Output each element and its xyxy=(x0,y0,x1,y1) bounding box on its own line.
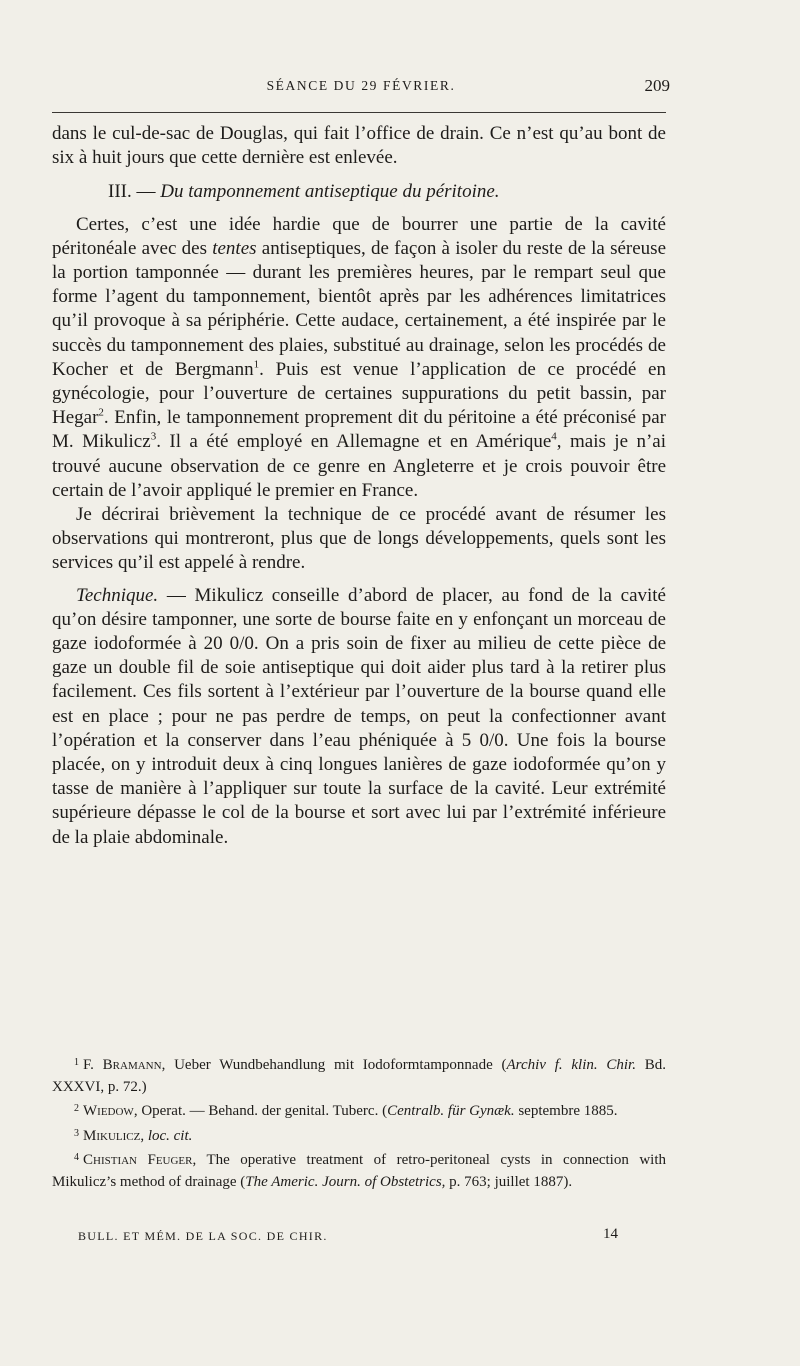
footnote-ref: 3 xyxy=(150,431,157,444)
footnote-mark: 1 xyxy=(74,1057,79,1068)
footnote-text: Bd. XXXVI, p. 72.) xyxy=(52,1057,667,1095)
footnote xyxy=(52,1098,666,1123)
technique-label: Technique. xyxy=(76,584,159,606)
footnote-author: Mikulicz xyxy=(83,1127,141,1144)
paragraph-technique xyxy=(52,584,666,850)
running-title: SÉANCE DU 29 FÉVRIER. xyxy=(266,78,456,93)
section-number: III. — xyxy=(108,181,156,203)
footnote-title: loc. cit. xyxy=(147,1127,193,1144)
footnote-text: p. 763; juillet 1887). xyxy=(445,1173,573,1190)
footnote-mark: 2 xyxy=(74,1103,79,1114)
text-run: antiseptiques, de façon à isoler du reste de la séreuse la portion tamponnée — durant les premières heures, par le rempart seul que forme l’agent du tamponnement, bientôt après par les adhérences limitatrices qu’il provoque à sa périphérie. Cette audace, certainement, a été inspirée par le succès du tamponnement des plaies, substitué au drainage, selon les procédés de Kocher et de Bergmann xyxy=(52,237,666,380)
section-heading xyxy=(52,180,666,204)
footnote xyxy=(52,1052,666,1098)
paragraph-continuation: dans le cul-de-sac de Douglas, qui fait l’office de drain. Ce n’est qu’au bont de six à huit jours que cette dernière est enlevée. xyxy=(52,123,666,169)
paragraph-certes xyxy=(52,213,666,503)
footnotes xyxy=(52,1052,666,1193)
page-number: 209 xyxy=(644,76,670,95)
text-run: , mais je n’ai trouvé aucune observation de ce genre en Angleterre et je crois pouvoir être certain de l’avoir appliqué le premier en France. xyxy=(52,431,666,501)
footnote-mark: 3 xyxy=(74,1127,79,1139)
body-text xyxy=(52,122,666,850)
text-run: Certes, c’est une idée hardie que de bourrer une partie de la cavité péritonéale avec des xyxy=(52,213,666,259)
footnote-text: septembre 1885. xyxy=(514,1103,618,1119)
running-head xyxy=(52,76,670,100)
text-run: . Enfin, le tamponnement proprement dit du péritoine a été préconisé par M. Mikulicz xyxy=(52,407,666,453)
footnote-text: , Operat. — Behand. der genital. Tuberc. ( xyxy=(133,1103,388,1119)
footnote-ref: 2 xyxy=(98,406,104,419)
footnote-author: F. Bramann xyxy=(83,1057,162,1073)
footnote-title: Archiv f. klin. Chir. xyxy=(506,1057,636,1073)
footnote xyxy=(52,1123,666,1148)
signature-number: 14 xyxy=(603,1226,618,1242)
footnote-text: , Ueber Wundbehandlung mit Iodoformtamponnade ( xyxy=(161,1057,507,1073)
section-title: Du tamponnement antiseptique du péritoine. xyxy=(160,181,500,203)
footnote-ref: 4 xyxy=(551,431,557,444)
footnote-title: The Americ. Journ. of Obstetrics, xyxy=(245,1173,446,1190)
footnote-text: , The operative treatment of retro-peritoneal cysts in connection with Mikulicz’s method of drainage ( xyxy=(52,1152,666,1190)
text-run: — Mikulicz conseille d’abord de placer, au fond de la cavité qu’on désire tamponner, une sorte de bourse faite en y enfonçant un morceau de gaze iodoformée à 20 0/0. On a pris soin de fixer au milieu de cette pièce de gaze un double fil de soie antiseptique qui doit aider plus tard à la retirer plus facilement. Ces fils sortent à l’extérieur par l’ouverture de la bourse quand elle est en place ; pour ne pas perdre de temps, on peut la confectionner avant l’opération et la conserver dans l’eau phéniquée à 5 0/0. Une fois la bourse placée, on y introduit deux à cinq longues lanières de gaze iodoformée qu’on y tasse de manière à l’appliquer sur toute la surface de la cavité. Leur extrémité supérieure dépasse le col de la bourse et sort avec lui par l’extrémité inférieure de la plaie abdominale. xyxy=(52,584,666,848)
italic-word: tentes xyxy=(212,237,257,259)
footnote xyxy=(52,1147,666,1193)
text-run: . Il a été employé en Allemagne et en Amérique xyxy=(156,431,552,453)
text-run: . Puis est venue l’application de ce procédé en gynécologie, pour l’ouverture de certaines suppurations du petit bassin, par Hegar xyxy=(52,358,666,429)
printer-signature xyxy=(78,1228,618,1246)
header-rule xyxy=(52,112,666,113)
footnote-text: , xyxy=(140,1127,148,1144)
footnote-author: Wiedow xyxy=(83,1103,134,1119)
footnote-mark: 4 xyxy=(74,1152,79,1163)
footnote-author: Chistian Feuger xyxy=(83,1152,193,1168)
footnote-ref: 1 xyxy=(253,358,260,371)
footnote-title: Centralb. für Gynæk. xyxy=(387,1103,515,1119)
paragraph-je-decrirai: Je décrirai brièvement la technique de ce procédé avant de résumer les observations qui montreront, plus que de longs développements, quels sont les services qu’il est appelé à rendre. xyxy=(52,504,666,574)
signature-text: BULL. ET MÉM. DE LA SOC. DE CHIR. xyxy=(78,1229,328,1243)
